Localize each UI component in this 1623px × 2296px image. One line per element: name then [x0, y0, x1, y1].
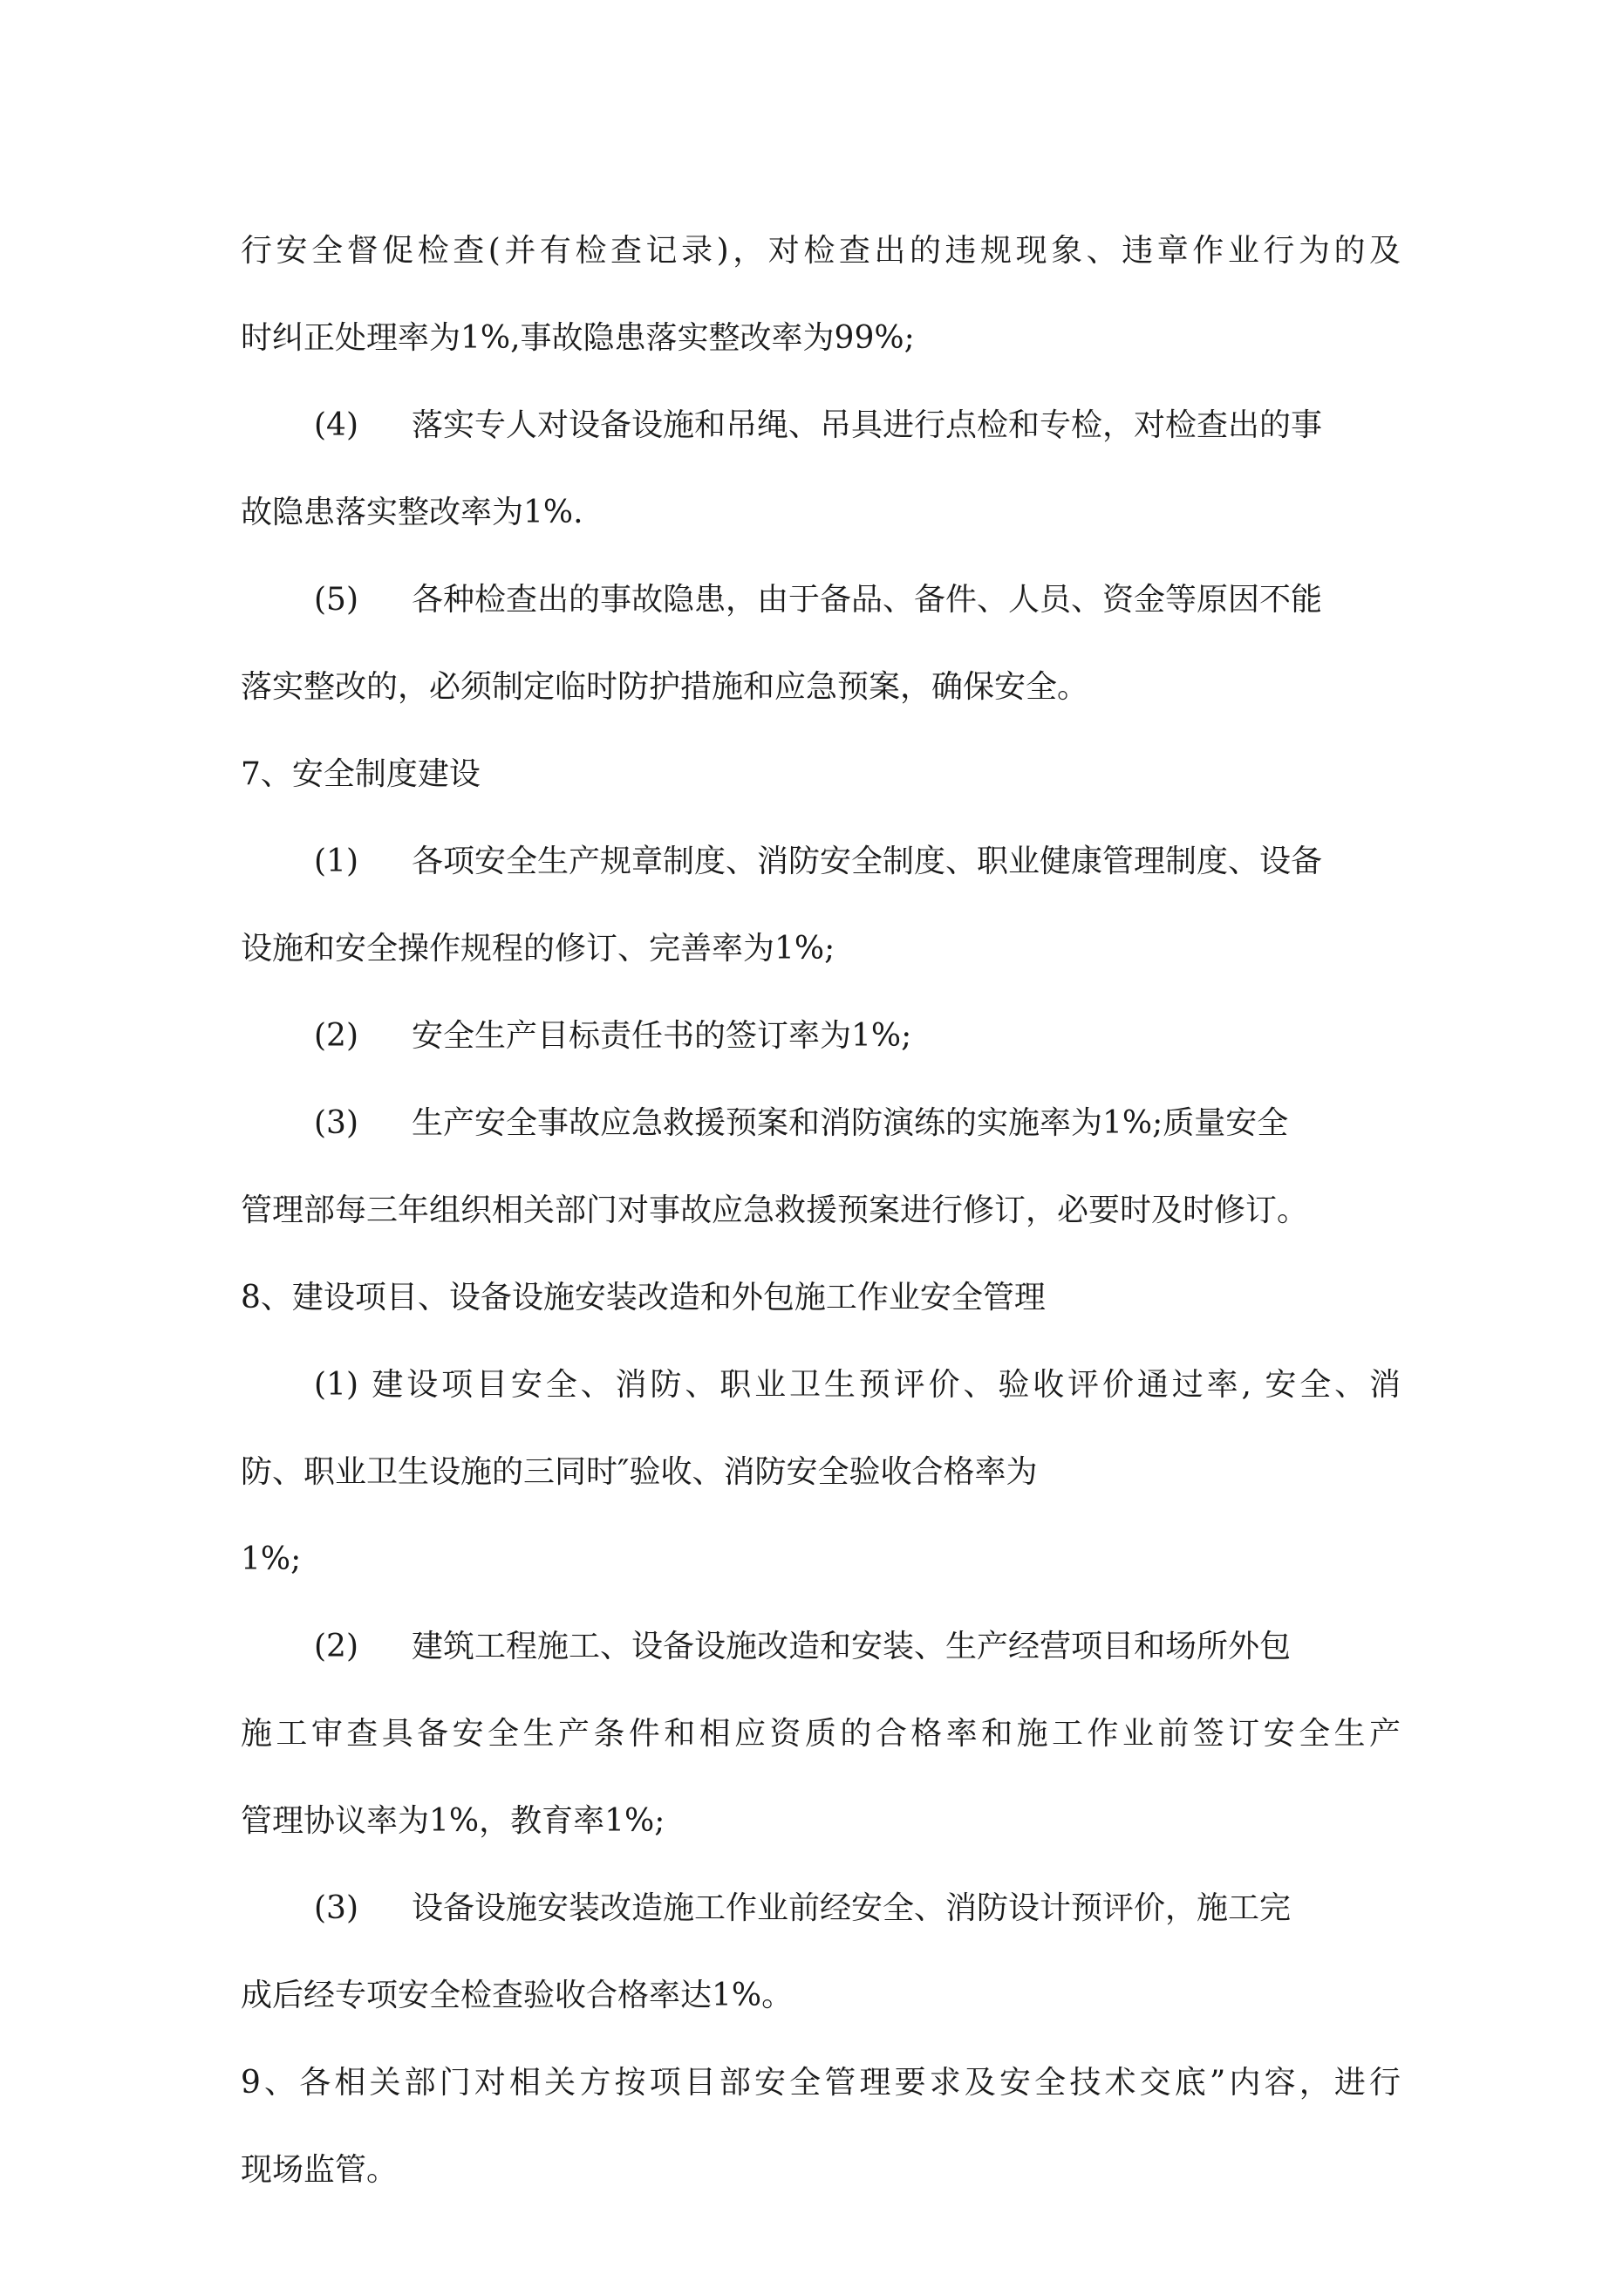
document-body — [241, 208, 1401, 2214]
line-text: 各种检查出的事故隐患，由于备品、备件、人员、资金等原因不能 — [412, 582, 1323, 618]
heading-text: 8、建设项目、设备设施安装改造和外包施工作业安全管理 — [241, 1280, 1046, 1315]
paragraph-line — [241, 1516, 1401, 1603]
section-heading-8 — [241, 1254, 1401, 1342]
line-text: 安全生产目标责任书的签订率为1%; — [412, 1018, 912, 1054]
paragraph-line — [241, 2127, 1401, 2214]
item-number: (3) — [314, 1890, 358, 1926]
paragraph-line — [241, 295, 1401, 382]
paragraph-line — [241, 644, 1401, 731]
line-text: 建筑工程施工、设备设施改造和安装、生产经营项目和场所外包 — [412, 1629, 1292, 1664]
line-text: 行安全督促检查(并有检查记录)，对检查出的违规现象、违章作业行为的及 — [241, 233, 1401, 269]
list-item-3 — [241, 1865, 1401, 1952]
paragraph-line — [241, 208, 1401, 295]
line-text: 现场监管。 — [241, 2152, 399, 2188]
list-item-2 — [241, 1603, 1401, 1691]
paragraph-line — [241, 1429, 1401, 1516]
paragraph-line — [241, 469, 1401, 557]
line-text: 落实整改的，必须制定临时防护措施和应急预案，确保安全。 — [241, 669, 1089, 705]
line-text: 设备设施安装改造施工作业前经安全、消防设计预评价，施工完 — [412, 1890, 1292, 1926]
line-text: 时纠正处理率为1%,事故隐患落实整改率为99%; — [241, 320, 915, 356]
item-number: (1) — [314, 844, 358, 879]
section-heading-9 — [241, 2040, 1401, 2127]
item-number: (5) — [314, 582, 358, 618]
line-text: 各项安全生产规章制度、消防安全制度、职业健康管理制度、设备 — [412, 844, 1323, 879]
paragraph-line — [241, 1167, 1401, 1254]
list-item-5 — [241, 557, 1401, 644]
paragraph-line — [241, 905, 1401, 993]
list-item-3 — [241, 1080, 1401, 1167]
line-text: 设施和安全操作规程的修订、完善率为1%; — [241, 931, 835, 967]
line-text: (1) 建设项目安全、消防、职业卫生预评价、验收评价通过率, 安全、消 — [314, 1367, 1401, 1403]
line-text: 防、职业卫生设施的三同时″验收、消防安全验收合格率为 — [241, 1454, 1038, 1490]
line-text: 管理部每三年组织相关部门对事故应急救援预案进行修订，必要时及时修订。 — [241, 1192, 1309, 1228]
line-text: 施工审查具备安全生产条件和相应资质的合格率和施工作业前签订安全生产 — [241, 1716, 1401, 1752]
item-number: (2) — [314, 1629, 358, 1664]
paragraph-line — [241, 1952, 1401, 2040]
list-item-1 — [241, 1342, 1401, 1429]
item-number: (2) — [314, 1018, 358, 1054]
line-text: 1%; — [241, 1541, 302, 1577]
line-text: 生产安全事故应急救援预案和消防演练的实施率为1%;质量安全 — [412, 1105, 1289, 1141]
item-number: (4) — [314, 407, 358, 443]
list-item-4 — [241, 382, 1401, 469]
paragraph-line — [241, 1691, 1401, 1778]
heading-text: 7、安全制度建设 — [241, 756, 481, 792]
line-text: 管理协议率为1%，教育率1%; — [241, 1803, 665, 1839]
heading-text: 9、各相关部门对相关方按项目部安全管理要求及安全技术交底”内容，进行 — [241, 2065, 1401, 2101]
list-item-1 — [241, 818, 1401, 905]
line-text: 成后经专项安全检查验收合格率达1%。 — [241, 1978, 794, 2013]
line-text: 落实专人对设备设施和吊绳、吊具进行点检和专检，对检查出的事 — [412, 407, 1323, 443]
line-text: 故隐患落实整改率为1%. — [241, 495, 583, 530]
section-heading-7 — [241, 731, 1401, 818]
paragraph-line — [241, 1778, 1401, 1865]
item-number: (3) — [314, 1105, 358, 1141]
list-item-2 — [241, 993, 1401, 1080]
